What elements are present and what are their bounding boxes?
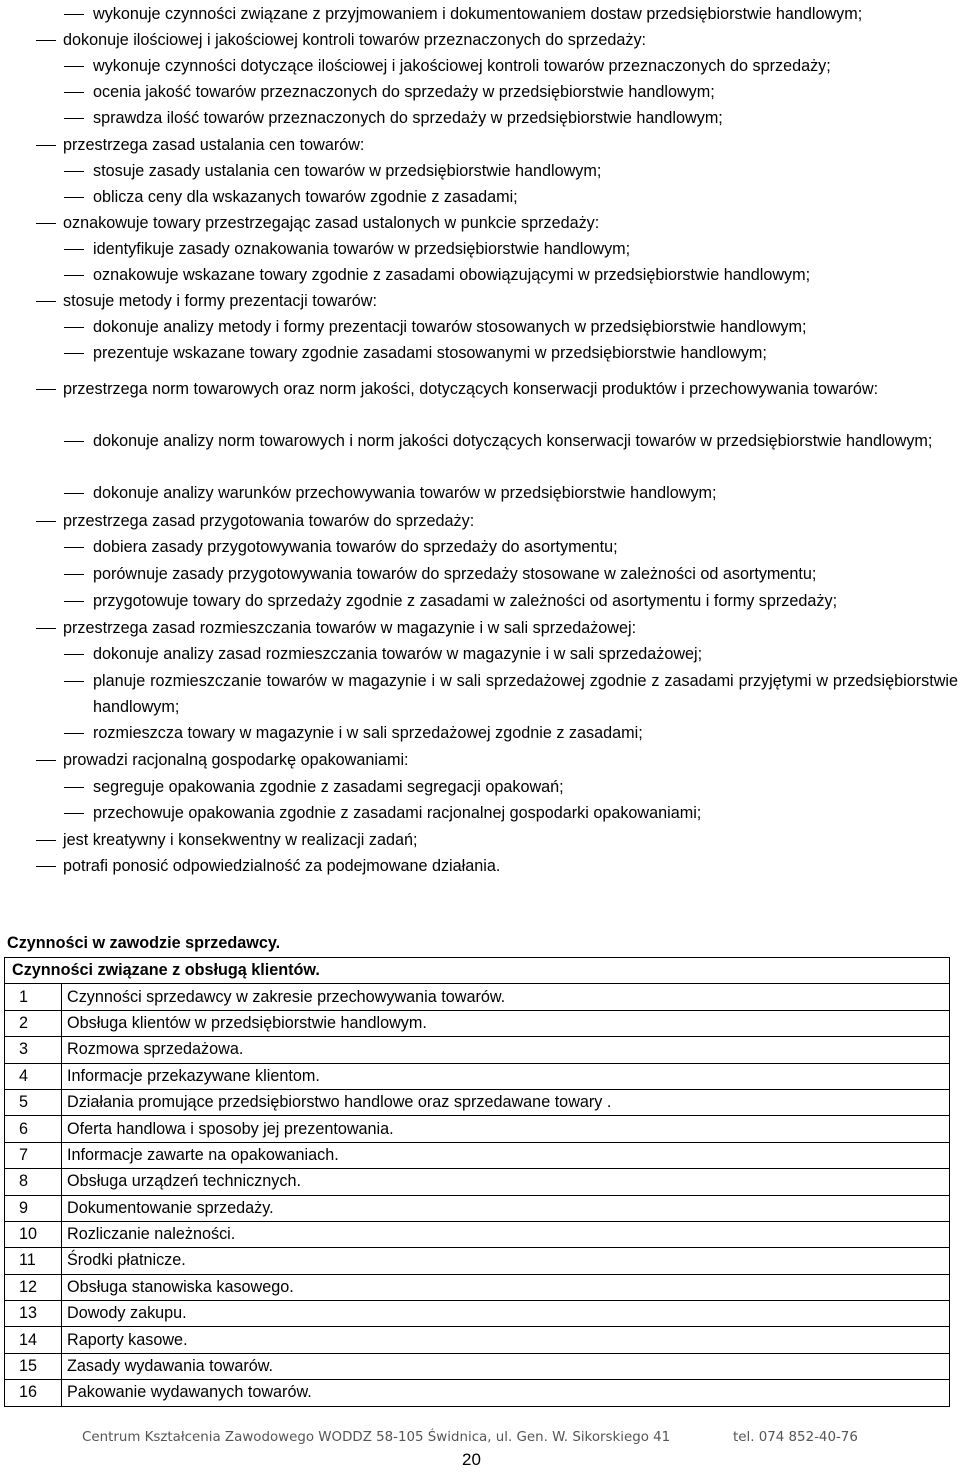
row-number: 1 xyxy=(5,984,62,1010)
dash-bullet xyxy=(36,866,56,867)
row-text: Czynności sprzedawcy w zakresie przechowywania towarów. xyxy=(62,984,950,1010)
row-number: 13 xyxy=(5,1301,62,1327)
list-item: porównuje zasady przygotowywania towarów do sprzedaży stosowane w zależności od asortymentu; xyxy=(93,565,817,583)
list-item: sprawdza ilość towarów przeznaczonych do sprzedaży w przedsiębiorstwie handlowym; xyxy=(93,109,723,127)
table-row xyxy=(5,1380,950,1406)
row-number: 14 xyxy=(5,1327,62,1353)
dash-bullet xyxy=(36,521,56,522)
dash-bullet xyxy=(64,441,84,442)
list-item: stosuje metody i formy prezentacji towarów: xyxy=(63,292,377,310)
row-text: Informacje zawarte na opakowaniach. xyxy=(62,1142,950,1168)
dash-bullet xyxy=(64,275,84,276)
dash-bullet xyxy=(64,733,84,734)
row-text: Dokumentowanie sprzedaży. xyxy=(62,1195,950,1221)
row-text: Raporty kasowe. xyxy=(62,1327,950,1353)
list-item: wykonuje czynności związane z przyjmowaniem i dokumentowaniem dostaw przedsiębiorstwie handlowym; xyxy=(93,5,863,23)
row-number: 16 xyxy=(5,1380,62,1406)
list-item: dokonuje analizy warunków przechowywania towarów w przedsiębiorstwie handlowym; xyxy=(93,484,717,502)
row-number: 7 xyxy=(5,1142,62,1168)
list-item: rozmieszcza towary w magazynie i w sali sprzedażowej zgodnie z zasadami; xyxy=(93,724,643,742)
tasks-table xyxy=(4,957,950,1407)
dash-bullet xyxy=(64,574,84,575)
dash-bullet xyxy=(64,493,84,494)
row-number: 6 xyxy=(5,1116,62,1142)
row-number: 2 xyxy=(5,1010,62,1036)
table-row xyxy=(5,1142,950,1168)
list-item: dobiera zasady przygotowywania towarów do sprzedaży do asortymentu; xyxy=(93,538,618,556)
dash-bullet xyxy=(64,681,84,682)
list-item: segreguje opakowania zgodnie z zasadami segregacji opakowań; xyxy=(93,778,564,796)
list-item: przestrzega zasad rozmieszczania towarów w magazynie i w sali sprzedażowej: xyxy=(63,619,637,637)
list-item: dokonuje analizy metody i formy prezentacji towarów stosowanych w przedsiębiorstwie handlowym; xyxy=(93,318,807,336)
table-body xyxy=(5,984,950,1406)
table-row xyxy=(5,1274,950,1300)
list-item: ocenia jakość towarów przeznaczonych do sprzedaży w przedsiębiorstwie handlowym; xyxy=(93,83,715,101)
list-item: przestrzega zasad przygotowania towarów do sprzedaży: xyxy=(63,512,475,530)
table-row xyxy=(5,1116,950,1142)
row-number: 5 xyxy=(5,1089,62,1115)
list-item: prezentuje wskazane towary zgodnie zasadami stosowanymi w przedsiębiorstwie handlowym; xyxy=(93,344,767,362)
dash-bullet xyxy=(64,14,84,15)
row-number: 11 xyxy=(5,1248,62,1274)
row-number: 12 xyxy=(5,1274,62,1300)
row-text: Działania promujące przedsiębiorstwo handlowe oraz sprzedawane towary . xyxy=(62,1089,950,1115)
dash-bullet xyxy=(64,249,84,250)
dash-bullet xyxy=(64,787,84,788)
row-text: Dowody zakupu. xyxy=(62,1301,950,1327)
table-header: Czynności związane z obsługą klientów. xyxy=(5,958,950,984)
table-row xyxy=(5,1301,950,1327)
list-item: potrafi ponosić odpowiedzialność za podejmowane działania. xyxy=(63,857,501,875)
page-number: 20 xyxy=(462,1450,481,1469)
table-header-row xyxy=(5,958,950,984)
list-item: dokonuje analizy zasad rozmieszczania towarów w magazynie i w sali sprzedażowej; xyxy=(93,645,703,663)
dash-bullet xyxy=(36,145,56,146)
row-text: Rozmowa sprzedażowa. xyxy=(62,1037,950,1063)
table-row xyxy=(5,1037,950,1063)
dash-bullet xyxy=(64,66,84,67)
row-text: Obsługa urządzeń technicznych. xyxy=(62,1169,950,1195)
footer-phone: tel. 074 852-40-76 xyxy=(733,1430,858,1445)
table-row xyxy=(5,1089,950,1115)
dash-bullet xyxy=(64,118,84,119)
dash-bullet xyxy=(36,628,56,629)
row-number: 15 xyxy=(5,1353,62,1379)
list-item: przygotowuje towary do sprzedaży zgodnie z zasadami w zależności od asortymentu i formy sprzedaży; xyxy=(93,592,838,610)
list-item: jest kreatywny i konsekwentny w realizacji zadań; xyxy=(63,831,418,849)
list-item: wykonuje czynności dotyczące ilościowej i jakościowej kontroli towarów przeznaczonych do sprzedaży; xyxy=(93,57,831,75)
dash-bullet xyxy=(36,223,56,224)
dash-bullet xyxy=(36,301,56,302)
table-row xyxy=(5,984,950,1010)
row-text: Oferta handlowa i sposoby jej prezentowania. xyxy=(62,1116,950,1142)
row-number: 10 xyxy=(5,1221,62,1247)
row-text: Zasady wydawania towarów. xyxy=(62,1353,950,1379)
list-item: oznakowuje wskazane towary zgodnie z zasadami obowiązującymi w przedsiębiorstwie handlowym; xyxy=(93,266,811,284)
list-item: przestrzega zasad ustalania cen towarów: xyxy=(63,136,365,154)
list-item: oznakowuje towary przestrzegając zasad ustalonych w punkcie sprzedaży: xyxy=(63,214,600,232)
list-item: dokonuje ilościowej i jakościowej kontroli towarów przeznaczonych do sprzedaży: xyxy=(63,31,647,49)
footer-address: Centrum Kształcenia Zawodowego WODDZ 58-105 Świdnica, ul. Gen. W. Sikorskiego 41 xyxy=(82,1430,671,1445)
dash-bullet xyxy=(64,813,84,814)
dash-bullet xyxy=(64,171,84,172)
list-item: dokonuje analizy norm towarowych i norm jakości dotyczących konserwacji towarów w przedsiębiorstwie handlowym; xyxy=(93,432,933,450)
row-text: Obsługa klientów w przedsiębiorstwie handlowym. xyxy=(62,1010,950,1036)
table-row xyxy=(5,1195,950,1221)
row-number: 8 xyxy=(5,1169,62,1195)
dash-bullet xyxy=(64,654,84,655)
list-item: identyfikuje zasady oznakowania towarów w przedsiębiorstwie handlowym; xyxy=(93,240,631,258)
list-item: planuje rozmieszczanie towarów w magazynie i w sali sprzedażowej zgodnie z zasadami przyjętymi w przedsiębiorstwie handlowym; xyxy=(93,672,958,716)
dash-bullet xyxy=(36,40,56,41)
list-item: oblicza ceny dla wskazanych towarów zgodnie z zasadami; xyxy=(93,188,518,206)
list-item: stosuje zasady ustalania cen towarów w przedsiębiorstwie handlowym; xyxy=(93,162,602,180)
dash-bullet xyxy=(64,327,84,328)
row-text: Rozliczanie należności. xyxy=(62,1221,950,1247)
dash-bullet xyxy=(64,601,84,602)
dash-bullet xyxy=(36,840,56,841)
dash-bullet xyxy=(36,389,56,390)
table-row xyxy=(5,1327,950,1353)
row-text: Środki płatnicze. xyxy=(62,1248,950,1274)
table-row xyxy=(5,1221,950,1247)
row-text: Pakowanie wydawanych towarów. xyxy=(62,1380,950,1406)
row-text: Informacje przekazywane klientom. xyxy=(62,1063,950,1089)
row-number: 3 xyxy=(5,1037,62,1063)
dash-bullet xyxy=(36,760,56,761)
table-row xyxy=(5,1169,950,1195)
section-title: Czynności w zawodzie sprzedawcy. xyxy=(7,934,281,952)
list-item: przestrzega norm towarowych oraz norm jakości, dotyczących konserwacji produktów i przechowywania towarów: xyxy=(63,380,879,398)
list-item: przechowuje opakowania zgodnie z zasadami racjonalnej gospodarki opakowaniami; xyxy=(93,804,702,822)
dash-bullet xyxy=(64,353,84,354)
table-row xyxy=(5,1248,950,1274)
row-number: 4 xyxy=(5,1063,62,1089)
dash-bullet xyxy=(64,547,84,548)
table-row xyxy=(5,1010,950,1036)
table-row xyxy=(5,1353,950,1379)
dash-bullet xyxy=(64,92,84,93)
list-item: prowadzi racjonalną gospodarkę opakowaniami: xyxy=(63,751,409,769)
row-number: 9 xyxy=(5,1195,62,1221)
table-row xyxy=(5,1063,950,1089)
dash-bullet xyxy=(64,197,84,198)
row-text: Obsługa stanowiska kasowego. xyxy=(62,1274,950,1300)
